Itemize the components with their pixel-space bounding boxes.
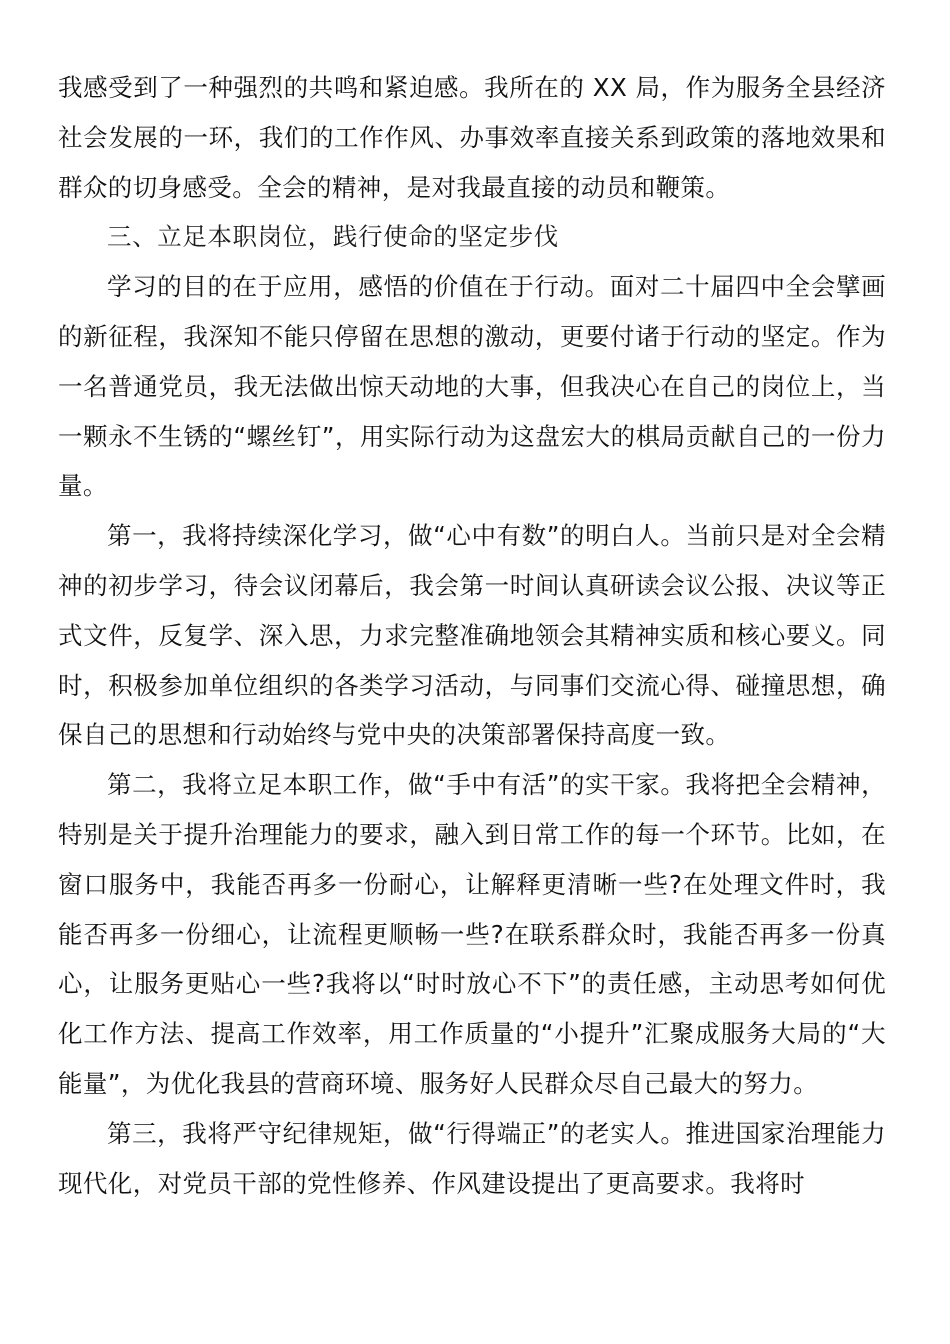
- paragraph-learning-purpose: 学习的目的在于应用，感悟的价值在于行动。面对二十届四中全会擘画的新征程，我深知不能只停留在思想的激动，更要付诸于行动的坚定。作为一名普通党员，我无法做出惊天动地的大事，但我决心在自己的岗位上，当一颗永不生锈的“螺丝钉”，用实际行动为这盘宏大的棋局贡献自己的一份力量。: [58, 272, 886, 501]
- paragraph-resonance: 我感受到了一种强烈的共鸣和紧迫感。我所在的 XX 局，作为服务全县经济社会发展的一环，我们的工作作风、办事效率直接关系到政策的落地效果和群众的切身感受。全会的精神，是对我最直接的动员和鞭策。: [58, 73, 886, 202]
- paragraph-second-point: 第二，我将立足本职工作，做“手中有活”的实干家。我将把全会精神，特别是关于提升治理能力的要求，融入到日常工作的每一个环节。比如，在窗口服务中，我能否再多一份耐心，让解释更清晰一些?在处理文件时，我能否再多一份细心，让流程更顺畅一些?在联系群众时，我能否再多一份真心，让服务更贴心一些?我将以“时时放心不下”的责任感，主动思考如何优化工作方法、提高工作效率，用工作质量的“小提升”汇聚成服务大局的“大能量”，为优化我县的营商环境、服务好人民群众尽自己最大的努力。: [58, 770, 886, 1098]
- paragraph-third-point: 第三，我将严守纪律规矩，做“行得端正”的老实人。推进国家治理能力现代化，对党员干部的党性修养、作风建设提出了更高要求。我将时: [58, 1118, 886, 1198]
- paragraph-first-point: 第一，我将持续深化学习，做“心中有数”的明白人。当前只是对全会精神的初步学习，待会议闭幕后，我会第一时间认真研读会议公报、决议等正式文件，反复学、深入思，力求完整准确地领会其精神实质和核心要义。同时，积极参加单位组织的各类学习活动，与同事们交流心得、碰撞思想，确保自己的思想和行动始终与党中央的决策部署保持高度一致。: [58, 521, 886, 750]
- document-page: [58, 63, 886, 1208]
- section-heading-three: 三、立足本职岗位，践行使命的坚定步伐: [107, 222, 559, 252]
